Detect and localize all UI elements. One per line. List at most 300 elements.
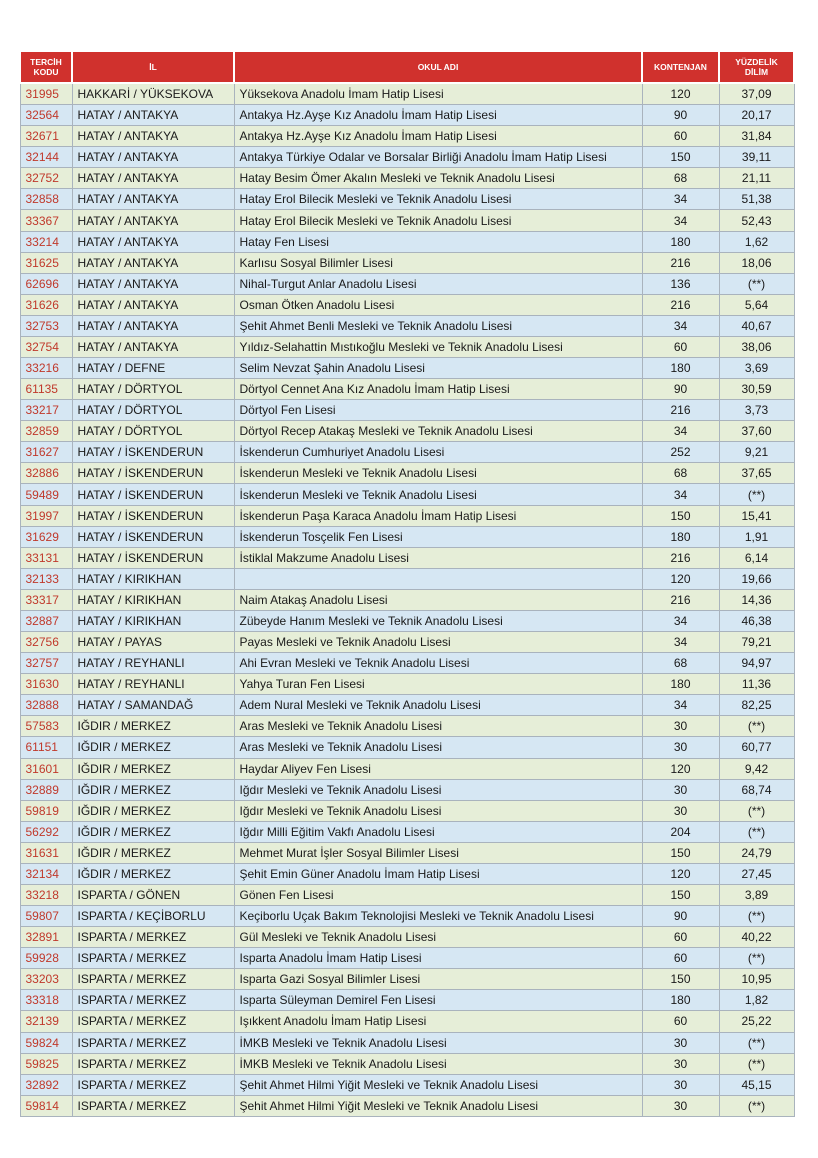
cell-kontenjan: 34 (642, 421, 719, 442)
cell-yuzdelik-dilim: (**) (719, 1095, 794, 1116)
cell-tercih-kodu: 32144 (20, 147, 72, 168)
cell-yuzdelik-dilim: 79,21 (719, 632, 794, 653)
table-body (20, 83, 794, 1116)
cell-yuzdelik-dilim: 18,06 (719, 252, 794, 273)
cell-yuzdelik-dilim: 38,06 (719, 336, 794, 357)
cell-kontenjan: 34 (642, 315, 719, 336)
cell-kontenjan: 90 (642, 906, 719, 927)
cell-kontenjan: 60 (642, 1011, 719, 1032)
cell-kontenjan: 150 (642, 505, 719, 526)
cell-kontenjan: 150 (642, 842, 719, 863)
cell-il: HATAY / İSKENDERUN (72, 505, 234, 526)
cell-okul-adi: Işıkkent Anadolu İmam Hatip Lisesi (234, 1011, 642, 1032)
cell-il: HATAY / DÖRTYOL (72, 400, 234, 421)
cell-yuzdelik-dilim: 5,64 (719, 294, 794, 315)
table-row (20, 231, 794, 252)
cell-kontenjan: 34 (642, 632, 719, 653)
cell-tercih-kodu: 59824 (20, 1032, 72, 1053)
cell-tercih-kodu: 33217 (20, 400, 72, 421)
cell-tercih-kodu: 32752 (20, 168, 72, 189)
cell-okul-adi: Zübeyde Hanım Mesleki ve Teknik Anadolu Lisesi (234, 610, 642, 631)
cell-kontenjan: 34 (642, 695, 719, 716)
cell-okul-adi: Yıldız-Selahattin Mıstıkoğlu Mesleki ve Teknik Anadolu Lisesi (234, 336, 642, 357)
cell-yuzdelik-dilim: 82,25 (719, 695, 794, 716)
cell-yuzdelik-dilim: 39,11 (719, 147, 794, 168)
cell-kontenjan: 216 (642, 589, 719, 610)
table-row (20, 189, 794, 210)
cell-tercih-kodu: 59825 (20, 1053, 72, 1074)
cell-tercih-kodu: 32858 (20, 189, 72, 210)
cell-yuzdelik-dilim: (**) (719, 484, 794, 505)
cell-il: HATAY / ANTAKYA (72, 147, 234, 168)
cell-tercih-kodu: 59814 (20, 1095, 72, 1116)
cell-il: HATAY / ANTAKYA (72, 105, 234, 126)
cell-il: IĞDIR / MERKEZ (72, 716, 234, 737)
cell-okul-adi (234, 568, 642, 589)
school-table-container (19, 50, 793, 1117)
cell-okul-adi: Dörtyol Cennet Ana Kız Anadolu İmam Hatip Lisesi (234, 379, 642, 400)
table-header (20, 51, 794, 83)
cell-kontenjan: 180 (642, 674, 719, 695)
cell-il: ISPARTA / MERKEZ (72, 1095, 234, 1116)
cell-kontenjan: 90 (642, 105, 719, 126)
cell-okul-adi: İMKB Mesleki ve Teknik Anadolu Lisesi (234, 1053, 642, 1074)
cell-okul-adi: Gül Mesleki ve Teknik Anadolu Lisesi (234, 927, 642, 948)
table-row (20, 147, 794, 168)
cell-kontenjan: 30 (642, 1053, 719, 1074)
cell-okul-adi: Isparta Anadolu İmam Hatip Lisesi (234, 948, 642, 969)
cell-yuzdelik-dilim: 11,36 (719, 674, 794, 695)
cell-yuzdelik-dilim: (**) (719, 821, 794, 842)
cell-kontenjan: 216 (642, 294, 719, 315)
cell-il: ISPARTA / KEÇİBORLU (72, 906, 234, 927)
cell-kontenjan: 180 (642, 358, 719, 379)
cell-kontenjan: 180 (642, 990, 719, 1011)
header-okul-adi: OKUL ADI (234, 51, 642, 83)
cell-il: HATAY / ANTAKYA (72, 315, 234, 336)
table-row (20, 1095, 794, 1116)
cell-okul-adi: Yüksekova Anadolu İmam Hatip Lisesi (234, 83, 642, 105)
cell-kontenjan: 30 (642, 1074, 719, 1095)
cell-il: HATAY / İSKENDERUN (72, 526, 234, 547)
cell-yuzdelik-dilim: 24,79 (719, 842, 794, 863)
cell-okul-adi: Hatay Besim Ömer Akalın Mesleki ve Teknik Anadolu Lisesi (234, 168, 642, 189)
cell-tercih-kodu: 56292 (20, 821, 72, 842)
cell-il: HATAY / İSKENDERUN (72, 547, 234, 568)
cell-tercih-kodu: 61151 (20, 737, 72, 758)
cell-okul-adi: Iğdır Milli Eğitim Vakfı Anadolu Lisesi (234, 821, 642, 842)
cell-yuzdelik-dilim: 3,73 (719, 400, 794, 421)
table-row (20, 463, 794, 484)
cell-okul-adi: Nihal-Turgut Anlar Anadolu Lisesi (234, 273, 642, 294)
table-row (20, 948, 794, 969)
cell-il: HATAY / ANTAKYA (72, 336, 234, 357)
table-row (20, 379, 794, 400)
cell-okul-adi: İskenderun Mesleki ve Teknik Anadolu Lisesi (234, 484, 642, 505)
header-row (20, 51, 794, 83)
header-il: İL (72, 51, 234, 83)
table-row (20, 252, 794, 273)
cell-kontenjan: 180 (642, 231, 719, 252)
cell-tercih-kodu: 61135 (20, 379, 72, 400)
table-row (20, 273, 794, 294)
cell-tercih-kodu: 31625 (20, 252, 72, 273)
cell-okul-adi: Aras Mesleki ve Teknik Anadolu Lisesi (234, 716, 642, 737)
cell-okul-adi: Haydar Aliyev Fen Lisesi (234, 758, 642, 779)
cell-kontenjan: 204 (642, 821, 719, 842)
cell-yuzdelik-dilim: 19,66 (719, 568, 794, 589)
cell-yuzdelik-dilim: 1,82 (719, 990, 794, 1011)
cell-kontenjan: 60 (642, 126, 719, 147)
cell-okul-adi: Adem Nural Mesleki ve Teknik Anadolu Lisesi (234, 695, 642, 716)
cell-tercih-kodu: 32889 (20, 779, 72, 800)
cell-il: HATAY / İSKENDERUN (72, 463, 234, 484)
table-row (20, 884, 794, 905)
cell-il: HATAY / İSKENDERUN (72, 484, 234, 505)
cell-okul-adi: İstiklal Makzume Anadolu Lisesi (234, 547, 642, 568)
cell-il: ISPARTA / MERKEZ (72, 1032, 234, 1053)
cell-okul-adi: Antakya Hz.Ayşe Kız Anadolu İmam Hatip Lisesi (234, 105, 642, 126)
cell-yuzdelik-dilim: 60,77 (719, 737, 794, 758)
cell-tercih-kodu: 33367 (20, 210, 72, 231)
cell-tercih-kodu: 32756 (20, 632, 72, 653)
cell-yuzdelik-dilim: (**) (719, 716, 794, 737)
cell-yuzdelik-dilim: 94,97 (719, 653, 794, 674)
cell-kontenjan: 60 (642, 927, 719, 948)
cell-kontenjan: 30 (642, 800, 719, 821)
header-tercih-kodu-line1: TERCİH (30, 57, 62, 67)
cell-yuzdelik-dilim: 51,38 (719, 189, 794, 210)
table-row (20, 105, 794, 126)
cell-okul-adi: Dörtyol Recep Atakaş Mesleki ve Teknik Anadolu Lisesi (234, 421, 642, 442)
cell-il: HATAY / DÖRTYOL (72, 379, 234, 400)
cell-il: IĞDIR / MERKEZ (72, 800, 234, 821)
table-row (20, 821, 794, 842)
cell-tercih-kodu: 32887 (20, 610, 72, 631)
cell-tercih-kodu: 32139 (20, 1011, 72, 1032)
table-row (20, 1011, 794, 1032)
table-row (20, 800, 794, 821)
cell-okul-adi: Mehmet Murat İşler Sosyal Bilimler Lisesi (234, 842, 642, 863)
cell-okul-adi: Şehit Ahmet Hilmi Yiğit Mesleki ve Teknik Anadolu Lisesi (234, 1095, 642, 1116)
cell-okul-adi: Isparta Süleyman Demirel Fen Lisesi (234, 990, 642, 1011)
cell-okul-adi: Şehit Ahmet Hilmi Yiğit Mesleki ve Teknik Anadolu Lisesi (234, 1074, 642, 1095)
cell-il: HATAY / PAYAS (72, 632, 234, 653)
table-row (20, 969, 794, 990)
cell-kontenjan: 120 (642, 83, 719, 105)
cell-okul-adi: Payas Mesleki ve Teknik Anadolu Lisesi (234, 632, 642, 653)
cell-yuzdelik-dilim: 3,89 (719, 884, 794, 905)
cell-okul-adi: Hatay Fen Lisesi (234, 231, 642, 252)
cell-okul-adi: Dörtyol Fen Lisesi (234, 400, 642, 421)
cell-il: HATAY / REYHANLI (72, 653, 234, 674)
cell-okul-adi: İskenderun Paşa Karaca Anadolu İmam Hatip Lisesi (234, 505, 642, 526)
cell-kontenjan: 216 (642, 547, 719, 568)
cell-yuzdelik-dilim: 20,17 (719, 105, 794, 126)
cell-il: HATAY / İSKENDERUN (72, 442, 234, 463)
cell-il: HATAY / ANTAKYA (72, 273, 234, 294)
cell-il: ISPARTA / MERKEZ (72, 969, 234, 990)
cell-yuzdelik-dilim: (**) (719, 1032, 794, 1053)
table-row (20, 674, 794, 695)
cell-okul-adi: İMKB Mesleki ve Teknik Anadolu Lisesi (234, 1032, 642, 1053)
cell-tercih-kodu: 32888 (20, 695, 72, 716)
cell-tercih-kodu: 33216 (20, 358, 72, 379)
cell-tercih-kodu: 31631 (20, 842, 72, 863)
cell-kontenjan: 120 (642, 568, 719, 589)
table-row (20, 927, 794, 948)
table-row (20, 779, 794, 800)
cell-okul-adi: Keçiborlu Uçak Bakım Teknolojisi Mesleki ve Teknik Anadolu Lisesi (234, 906, 642, 927)
cell-yuzdelik-dilim: (**) (719, 948, 794, 969)
cell-kontenjan: 136 (642, 273, 719, 294)
cell-yuzdelik-dilim: 40,67 (719, 315, 794, 336)
cell-il: IĞDIR / MERKEZ (72, 842, 234, 863)
cell-tercih-kodu: 32134 (20, 863, 72, 884)
header-tercih-kodu-line2: KODU (33, 67, 59, 77)
cell-tercih-kodu: 59928 (20, 948, 72, 969)
table-row (20, 442, 794, 463)
cell-il: HATAY / ANTAKYA (72, 168, 234, 189)
table-row (20, 294, 794, 315)
header-yuzdelik-dilim (719, 51, 794, 83)
cell-il: ISPARTA / MERKEZ (72, 1074, 234, 1095)
cell-tercih-kodu: 62696 (20, 273, 72, 294)
cell-okul-adi: Antakya Türkiye Odalar ve Borsalar Birliği Anadolu İmam Hatip Lisesi (234, 147, 642, 168)
cell-okul-adi: İskenderun Cumhuriyet Anadolu Lisesi (234, 442, 642, 463)
cell-yuzdelik-dilim: 6,14 (719, 547, 794, 568)
table-row (20, 589, 794, 610)
cell-il: HATAY / ANTAKYA (72, 126, 234, 147)
cell-okul-adi: Ahi Evran Mesleki ve Teknik Anadolu Lisesi (234, 653, 642, 674)
table-row (20, 400, 794, 421)
cell-tercih-kodu: 33218 (20, 884, 72, 905)
cell-il: HATAY / ANTAKYA (72, 210, 234, 231)
cell-tercih-kodu: 31997 (20, 505, 72, 526)
cell-okul-adi: Selim Nevzat Şahin Anadolu Lisesi (234, 358, 642, 379)
cell-il: ISPARTA / MERKEZ (72, 1053, 234, 1074)
cell-tercih-kodu: 31995 (20, 83, 72, 105)
cell-okul-adi: Karlısu Sosyal Bilimler Lisesi (234, 252, 642, 273)
cell-yuzdelik-dilim: 68,74 (719, 779, 794, 800)
cell-tercih-kodu: 31626 (20, 294, 72, 315)
cell-yuzdelik-dilim: 1,91 (719, 526, 794, 547)
table-row (20, 716, 794, 737)
table-row (20, 315, 794, 336)
cell-il: IĞDIR / MERKEZ (72, 863, 234, 884)
cell-il: HATAY / ANTAKYA (72, 294, 234, 315)
cell-tercih-kodu: 31601 (20, 758, 72, 779)
cell-il: IĞDIR / MERKEZ (72, 737, 234, 758)
cell-tercih-kodu: 59807 (20, 906, 72, 927)
cell-kontenjan: 68 (642, 463, 719, 484)
cell-tercih-kodu: 59819 (20, 800, 72, 821)
cell-kontenjan: 150 (642, 147, 719, 168)
cell-kontenjan: 90 (642, 379, 719, 400)
cell-yuzdelik-dilim: 21,11 (719, 168, 794, 189)
table-row (20, 1032, 794, 1053)
cell-tercih-kodu: 32671 (20, 126, 72, 147)
cell-il: ISPARTA / MERKEZ (72, 948, 234, 969)
cell-yuzdelik-dilim: 10,95 (719, 969, 794, 990)
cell-kontenjan: 216 (642, 400, 719, 421)
cell-il: ISPARTA / MERKEZ (72, 990, 234, 1011)
cell-kontenjan: 34 (642, 189, 719, 210)
cell-kontenjan: 30 (642, 737, 719, 758)
cell-okul-adi: Aras Mesleki ve Teknik Anadolu Lisesi (234, 737, 642, 758)
table-row (20, 758, 794, 779)
cell-kontenjan: 60 (642, 948, 719, 969)
table-row (20, 632, 794, 653)
cell-kontenjan: 120 (642, 863, 719, 884)
cell-kontenjan: 60 (642, 336, 719, 357)
cell-tercih-kodu: 32564 (20, 105, 72, 126)
cell-yuzdelik-dilim: 46,38 (719, 610, 794, 631)
cell-kontenjan: 30 (642, 779, 719, 800)
cell-tercih-kodu: 32133 (20, 568, 72, 589)
table-row (20, 126, 794, 147)
cell-il: HATAY / SAMANDAĞ (72, 695, 234, 716)
table-row (20, 168, 794, 189)
cell-il: HATAY / DÖRTYOL (72, 421, 234, 442)
cell-yuzdelik-dilim: 3,69 (719, 358, 794, 379)
cell-tercih-kodu: 32757 (20, 653, 72, 674)
table-row (20, 484, 794, 505)
cell-tercih-kodu: 32859 (20, 421, 72, 442)
table-row (20, 83, 794, 105)
cell-yuzdelik-dilim: 31,84 (719, 126, 794, 147)
cell-okul-adi: Naim Atakaş Anadolu Lisesi (234, 589, 642, 610)
header-tercih-kodu (20, 51, 72, 83)
cell-il: HATAY / KIRIKHAN (72, 589, 234, 610)
cell-yuzdelik-dilim: 14,36 (719, 589, 794, 610)
cell-tercih-kodu: 31630 (20, 674, 72, 695)
cell-tercih-kodu: 31627 (20, 442, 72, 463)
cell-yuzdelik-dilim: 40,22 (719, 927, 794, 948)
cell-tercih-kodu: 57583 (20, 716, 72, 737)
cell-kontenjan: 150 (642, 884, 719, 905)
cell-okul-adi: Hatay Erol Bilecik Mesleki ve Teknik Anadolu Lisesi (234, 189, 642, 210)
cell-kontenjan: 34 (642, 484, 719, 505)
cell-yuzdelik-dilim: 15,41 (719, 505, 794, 526)
cell-okul-adi: Şehit Ahmet Benli Mesleki ve Teknik Anadolu Lisesi (234, 315, 642, 336)
cell-il: HAKKARİ / YÜKSEKOVA (72, 83, 234, 105)
cell-yuzdelik-dilim: 30,59 (719, 379, 794, 400)
cell-tercih-kodu: 32892 (20, 1074, 72, 1095)
cell-yuzdelik-dilim: 37,09 (719, 83, 794, 105)
table-row (20, 610, 794, 631)
cell-okul-adi: Osman Ötken Anadolu Lisesi (234, 294, 642, 315)
cell-okul-adi: Gönen Fen Lisesi (234, 884, 642, 905)
cell-yuzdelik-dilim: 9,21 (719, 442, 794, 463)
header-yuzdelik-line2: DİLİM (744, 67, 769, 77)
cell-yuzdelik-dilim: (**) (719, 273, 794, 294)
cell-il: HATAY / ANTAKYA (72, 189, 234, 210)
table-row (20, 568, 794, 589)
cell-yuzdelik-dilim: (**) (719, 906, 794, 927)
cell-tercih-kodu: 32754 (20, 336, 72, 357)
table-row (20, 505, 794, 526)
cell-okul-adi: Hatay Erol Bilecik Mesleki ve Teknik Anadolu Lisesi (234, 210, 642, 231)
cell-il: ISPARTA / MERKEZ (72, 927, 234, 948)
cell-okul-adi: Şehit Emin Güner Anadolu İmam Hatip Lisesi (234, 863, 642, 884)
cell-okul-adi: İskenderun Mesleki ve Teknik Anadolu Lisesi (234, 463, 642, 484)
cell-il: IĞDIR / MERKEZ (72, 758, 234, 779)
table-row (20, 1053, 794, 1074)
cell-yuzdelik-dilim: 37,60 (719, 421, 794, 442)
cell-tercih-kodu: 33317 (20, 589, 72, 610)
cell-kontenjan: 120 (642, 758, 719, 779)
school-preference-table (19, 50, 795, 1117)
table-row (20, 1074, 794, 1095)
table-row (20, 336, 794, 357)
cell-il: ISPARTA / MERKEZ (72, 1011, 234, 1032)
cell-yuzdelik-dilim: 1,62 (719, 231, 794, 252)
cell-okul-adi: Yahya Turan Fen Lisesi (234, 674, 642, 695)
cell-tercih-kodu: 33131 (20, 547, 72, 568)
cell-il: HATAY / REYHANLI (72, 674, 234, 695)
cell-tercih-kodu: 33318 (20, 990, 72, 1011)
cell-kontenjan: 252 (642, 442, 719, 463)
cell-yuzdelik-dilim: 45,15 (719, 1074, 794, 1095)
cell-yuzdelik-dilim: (**) (719, 800, 794, 821)
cell-tercih-kodu: 59489 (20, 484, 72, 505)
cell-kontenjan: 68 (642, 168, 719, 189)
header-yuzdelik-line1: YÜZDELİK (735, 57, 778, 67)
cell-tercih-kodu: 32753 (20, 315, 72, 336)
cell-okul-adi: Iğdır Mesleki ve Teknik Anadolu Lisesi (234, 800, 642, 821)
cell-tercih-kodu: 33203 (20, 969, 72, 990)
cell-tercih-kodu: 31629 (20, 526, 72, 547)
cell-yuzdelik-dilim: (**) (719, 1053, 794, 1074)
cell-il: HATAY / KIRIKHAN (72, 610, 234, 631)
cell-kontenjan: 68 (642, 653, 719, 674)
cell-okul-adi: İskenderun Tosçelik Fen Lisesi (234, 526, 642, 547)
cell-okul-adi: Isparta Gazi Sosyal Bilimler Lisesi (234, 969, 642, 990)
cell-kontenjan: 150 (642, 969, 719, 990)
table-row (20, 653, 794, 674)
cell-tercih-kodu: 32891 (20, 927, 72, 948)
header-kontenjan: KONTENJAN (642, 51, 719, 83)
table-row (20, 842, 794, 863)
table-row (20, 737, 794, 758)
table-row (20, 547, 794, 568)
cell-il: IĞDIR / MERKEZ (72, 821, 234, 842)
cell-yuzdelik-dilim: 37,65 (719, 463, 794, 484)
table-row (20, 210, 794, 231)
cell-kontenjan: 30 (642, 1095, 719, 1116)
cell-kontenjan: 216 (642, 252, 719, 273)
cell-il: HATAY / ANTAKYA (72, 252, 234, 273)
cell-kontenjan: 180 (642, 526, 719, 547)
cell-kontenjan: 34 (642, 610, 719, 631)
cell-okul-adi: Antakya Hz.Ayşe Kız Anadolu İmam Hatip Lisesi (234, 126, 642, 147)
cell-il: HATAY / DEFNE (72, 358, 234, 379)
table-row (20, 906, 794, 927)
cell-il: HATAY / ANTAKYA (72, 231, 234, 252)
cell-yuzdelik-dilim: 25,22 (719, 1011, 794, 1032)
cell-tercih-kodu: 33214 (20, 231, 72, 252)
cell-kontenjan: 30 (642, 716, 719, 737)
table-row (20, 526, 794, 547)
cell-il: ISPARTA / GÖNEN (72, 884, 234, 905)
cell-yuzdelik-dilim: 27,45 (719, 863, 794, 884)
cell-okul-adi: Iğdır Mesleki ve Teknik Anadolu Lisesi (234, 779, 642, 800)
table-row (20, 358, 794, 379)
table-row (20, 421, 794, 442)
cell-yuzdelik-dilim: 52,43 (719, 210, 794, 231)
table-row (20, 990, 794, 1011)
